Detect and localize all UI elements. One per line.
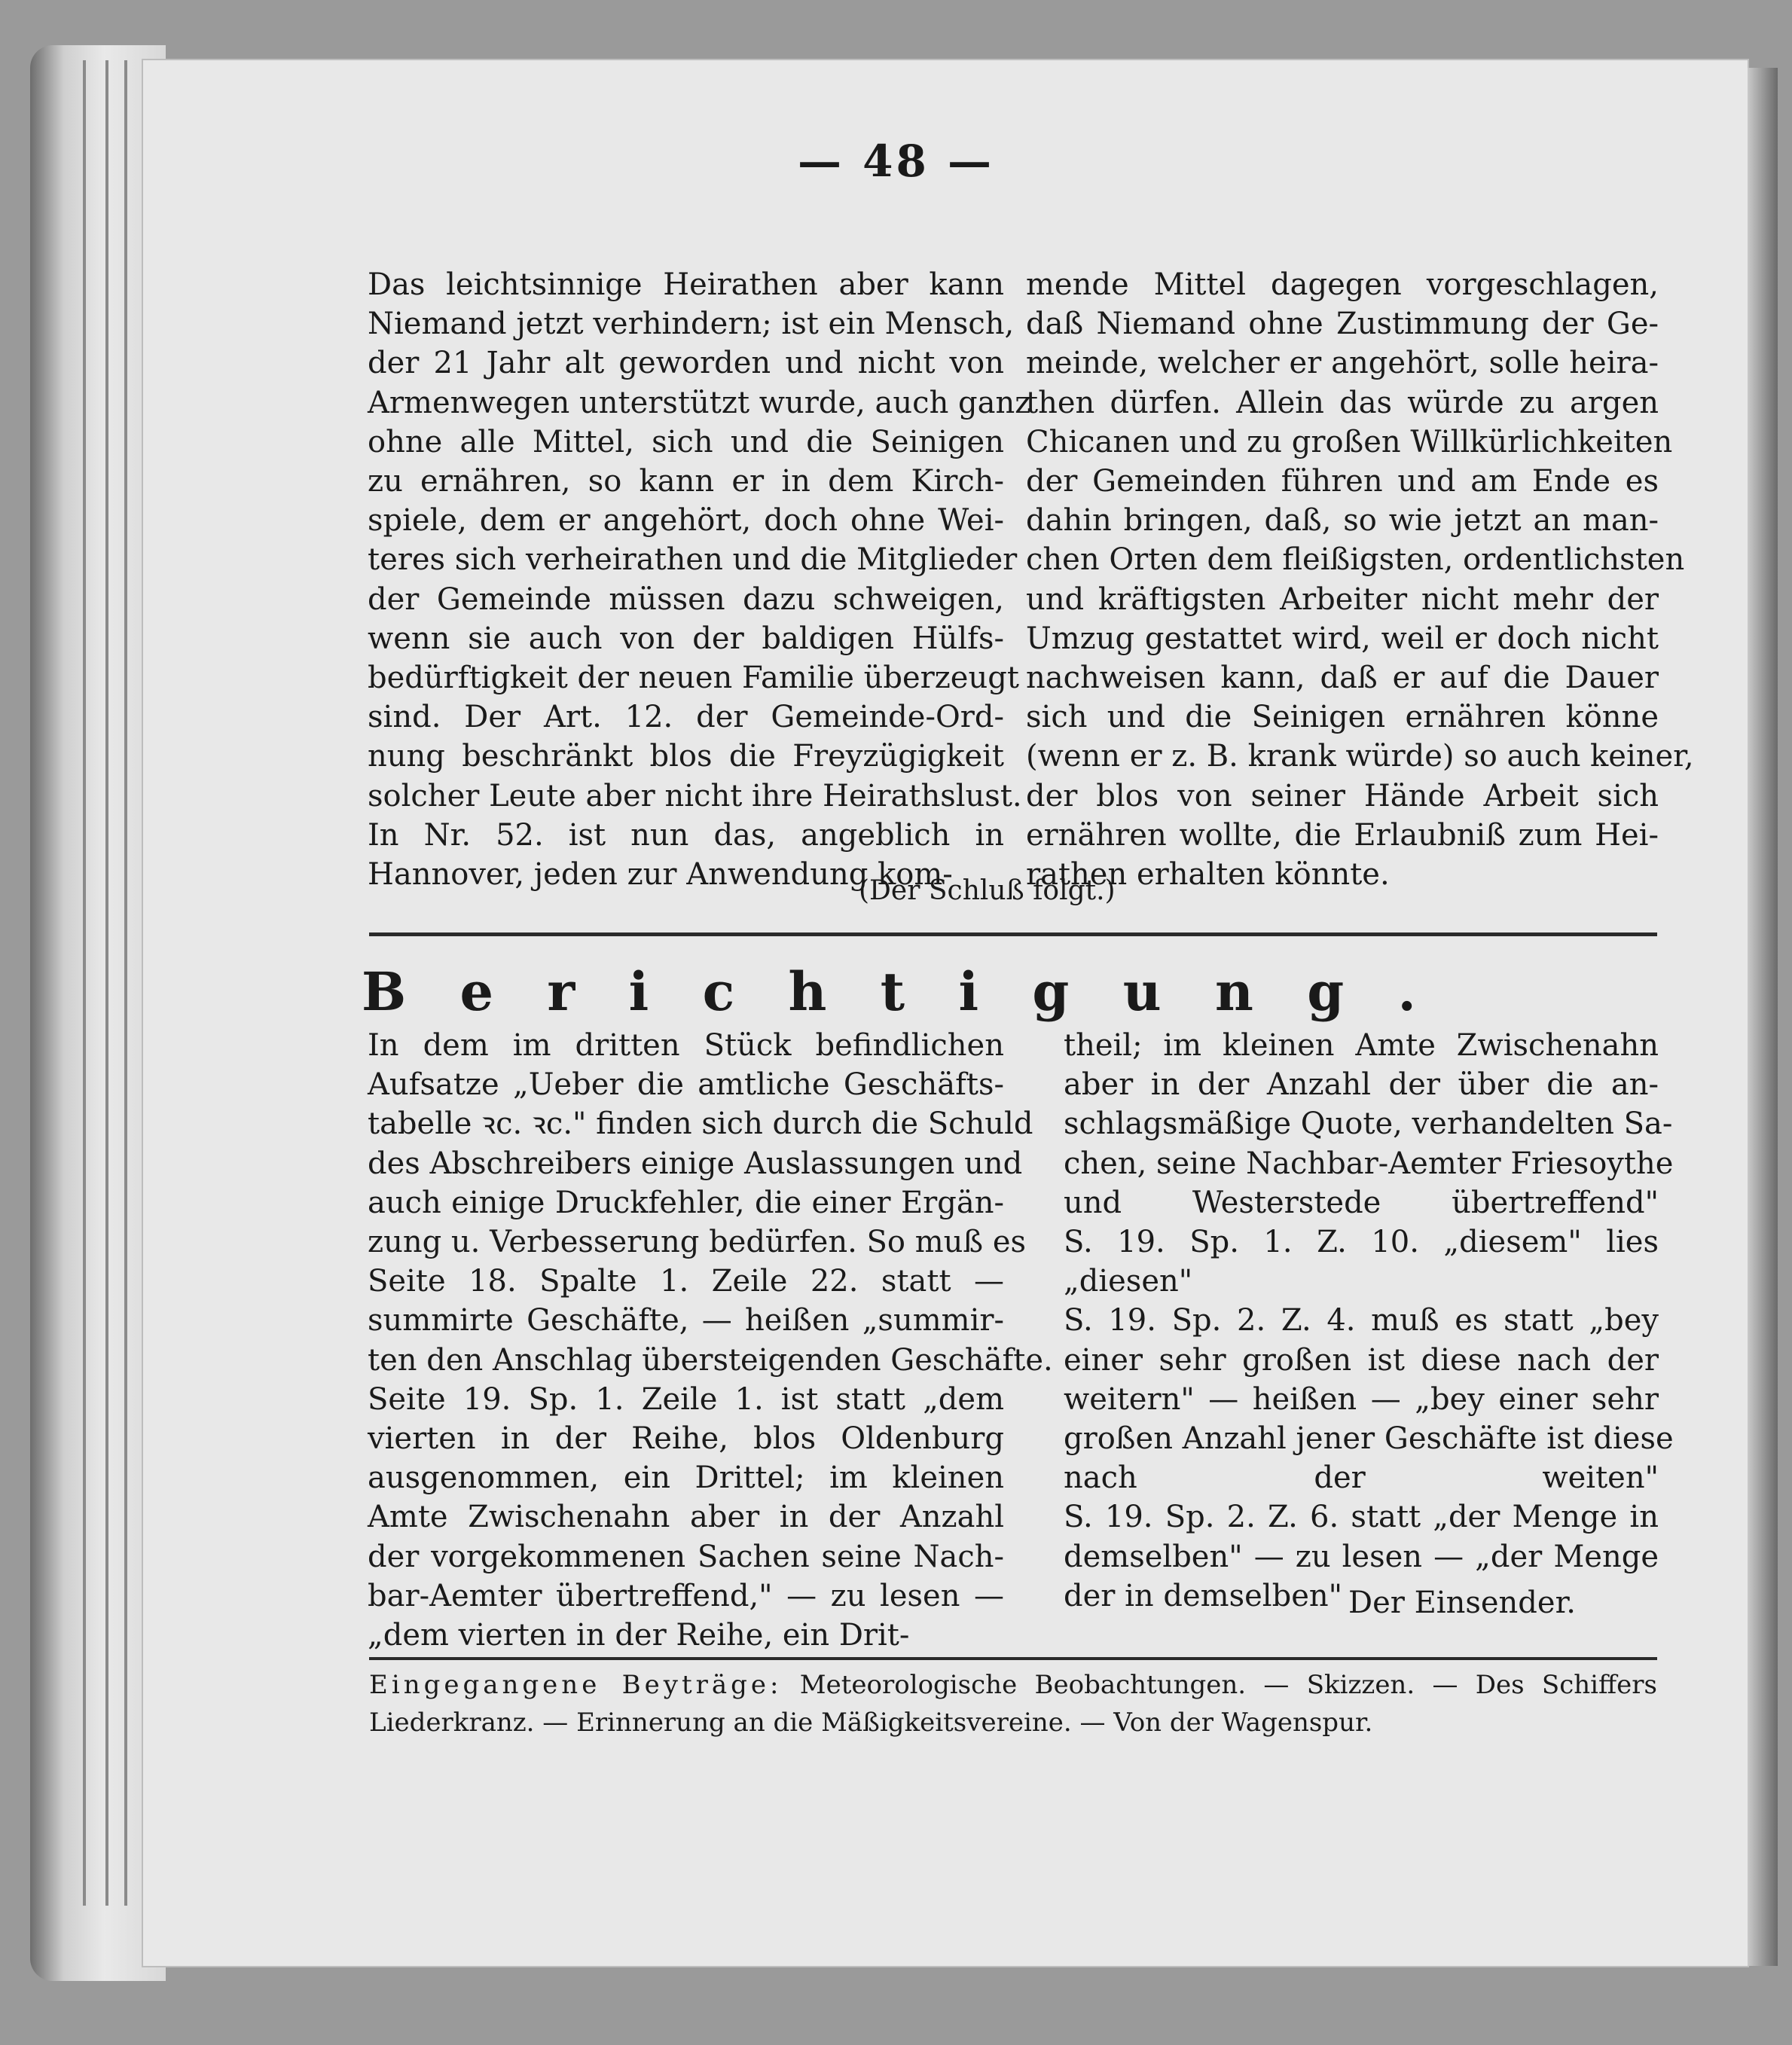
section-heading <box>362 960 1416 1023</box>
heading-letter: e <box>459 960 494 1023</box>
text-line: In dem im dritten Stück befindlichen <box>368 1028 1004 1063</box>
book-right-edge <box>1748 68 1778 1966</box>
text-line: ausgenommen, ein Drittel; im kleinen <box>368 1460 1004 1496</box>
text-line: Amte Zwischenahn aber in der Anzahl <box>368 1500 1004 1535</box>
text-line: sich und die Seinigen ernähren könne <box>1026 700 1659 735</box>
heading-letter: t <box>880 960 905 1023</box>
text-line: Das leichtsinnige Heirathen aber kann <box>368 267 1004 302</box>
text-line: mende Mittel dagegen vorgeschlagen, <box>1026 267 1659 302</box>
text-line: der Gemeinden führen und am Ende es <box>1026 464 1659 499</box>
text-line: solcher Leute aber nicht ihre Heirathslust. <box>368 778 1022 813</box>
right-column-article <box>1026 265 1694 894</box>
text-line: nachweisen kann, daß er auf die Dauer <box>1026 661 1659 696</box>
text-line: Armenwegen unterstützt wurde, auch ganz <box>368 385 1031 420</box>
text-line: sind. Der Art. 12. der Gemeinde-Ord- <box>368 700 1004 735</box>
left-column-correction <box>368 1026 1053 1655</box>
left-column-article <box>368 265 1031 894</box>
text-line: zung u. Verbesserung bedürfen. So muß es <box>368 1225 1027 1260</box>
page-edge-line <box>105 60 108 1906</box>
page-edge-line <box>83 60 86 1906</box>
text-line: weitern" — heißen — „bey einer sehr <box>1064 1381 1659 1417</box>
contributions-list-1: Meteorologische Beobachtungen. — Skizzen. — Des Schiffers <box>799 1670 1657 1700</box>
heading-letter: h <box>788 960 827 1023</box>
text-line: teres sich verheirathen und die Mitglieder <box>368 542 1018 578</box>
text-line: S. 19. Sp. 2. Z. 4. muß es statt „bey <box>1064 1303 1659 1338</box>
text-line: ten den Anschlag übersteigenden Geschäfte. <box>368 1342 1053 1378</box>
contributions-line-2: Liederkranz. — Erinnerung an die Mäßigkeitsvereine. — Von der Wagenspur. <box>369 1708 1373 1738</box>
text-line: tabelle ꝛc. ꝛc." finden sich durch die Schuld <box>368 1106 1033 1142</box>
text-line: auch einige Druckfehler, die einer Ergän- <box>368 1185 1004 1220</box>
heading-letter: g <box>1032 960 1070 1023</box>
text-line: dahin bringen, daß, so wie jetzt an man- <box>1026 503 1659 539</box>
text-line: then dürfen. Allein das würde zu argen <box>1026 385 1659 420</box>
text-line: des Abschreibers einige Auslassungen und <box>368 1146 1023 1181</box>
text-line: chen, seine Nachbar-Aemter Friesoythe <box>1064 1146 1674 1181</box>
text-line: der in demselben" <box>1064 1578 1343 1613</box>
text-line: einer sehr großen ist diese nach der <box>1064 1342 1659 1378</box>
signature: Der Einsender. <box>1348 1586 1577 1620</box>
text-line: der vorgekommenen Sachen seine Nach- <box>368 1539 1004 1574</box>
page-edge-line <box>124 60 127 1906</box>
heading-letter: B <box>362 960 407 1023</box>
text-line: der Gemeinde müssen dazu schweigen, <box>368 581 1004 617</box>
text-line: Aufsatze „Ueber die amtliche Geschäfts- <box>368 1067 1004 1103</box>
text-line: Chicanen und zu großen Willkürlichkeiten <box>1026 424 1673 459</box>
page-number: — 48 — <box>797 136 995 187</box>
heading-letter: g <box>1307 960 1345 1023</box>
text-line: Umzug gestattet wird, weil er doch nicht <box>1026 621 1659 656</box>
text-line: meinde, welcher er angehört, solle heira- <box>1026 346 1659 381</box>
heading-letter: c <box>702 960 735 1023</box>
text-line: Hannover, jeden zur Anwendung kom- <box>368 857 953 893</box>
heading-letter: r <box>547 960 575 1023</box>
heading-letter: . <box>1397 960 1416 1023</box>
text-line: ernähren wollte, die Erlaubniß zum Hei- <box>1026 817 1659 853</box>
text-line: spiele, dem er angehört, doch ohne Wei- <box>368 503 1004 539</box>
text-line: rathen erhalten könnte. <box>1026 857 1390 893</box>
text-line: Seite 18. Spalte 1. Zeile 22. statt — <box>368 1264 1004 1299</box>
text-line: zu ernähren, so kann er in dem Kirch- <box>368 464 1004 499</box>
text-line: bar-Aemter übertreffend," — zu lesen — <box>368 1578 1004 1613</box>
text-line: Niemand jetzt verhindern; ist ein Mensch, <box>368 307 1015 342</box>
text-line: „diesen" <box>1064 1264 1193 1299</box>
heading-letter: i <box>628 960 649 1023</box>
text-line: nung beschränkt blos die Freyzügigkeit <box>368 739 1004 774</box>
text-line: nach der weiten" <box>1064 1460 1659 1496</box>
text-line: summirte Geschäfte, — heißen „summir- <box>368 1303 1004 1338</box>
text-line: vierten in der Reihe, blos Oldenburg <box>368 1421 1004 1457</box>
text-line: „dem vierten in der Reihe, ein Drit- <box>368 1618 910 1653</box>
text-line: S. 19. Sp. 1. Z. 10. „diesem" lies <box>1064 1225 1659 1260</box>
text-line: demselben" — zu lesen — „der Menge <box>1064 1539 1659 1574</box>
text-line: der 21 Jahr alt geworden und nicht von <box>368 346 1004 381</box>
right-column-correction <box>1064 1026 1674 1616</box>
text-line: (wenn er z. B. krank würde) so auch keiner, <box>1026 739 1694 774</box>
text-line: In Nr. 52. ist nun das, angeblich in <box>368 817 1004 853</box>
footer-divider <box>369 1657 1657 1660</box>
heading-letter: u <box>1122 960 1162 1023</box>
text-line: ohne alle Mittel, sich und die Seinigen <box>368 424 1004 459</box>
text-line: schlagsmäßige Quote, verhandelten Sa- <box>1064 1106 1673 1142</box>
contributions-line-1 <box>369 1666 1657 1704</box>
text-line: chen Orten dem fleißigsten, ordentlichsten <box>1026 542 1685 578</box>
text-line: und Westerstede übertreffend" <box>1064 1185 1659 1220</box>
section-divider <box>369 932 1657 936</box>
heading-letter: i <box>958 960 979 1023</box>
text-line: wenn sie auch von der baldigen Hülfs- <box>368 621 1004 656</box>
text-line: der blos von seiner Hände Arbeit sich <box>1026 778 1659 813</box>
text-line: aber in der Anzahl der über die an- <box>1064 1067 1659 1103</box>
text-line: großen Anzahl jener Geschäfte ist diese <box>1064 1421 1674 1457</box>
text-line: theil; im kleinen Amte Zwischenahn <box>1064 1028 1659 1063</box>
heading-letter: n <box>1214 960 1253 1023</box>
continuation-note: (Der Schluß folgt.) <box>859 875 1116 906</box>
text-line: S. 19. Sp. 2. Z. 6. statt „der Menge in <box>1064 1500 1659 1535</box>
text-line: daß Niemand ohne Zustimmung der Ge- <box>1026 307 1659 342</box>
text-line: und kräftigsten Arbeiter nicht mehr der <box>1026 581 1659 617</box>
contributions-label: Eingegangene Beyträge: <box>369 1670 783 1700</box>
text-line: Seite 19. Sp. 1. Zeile 1. ist statt „dem <box>368 1381 1004 1417</box>
text-line: bedürftigkeit der neuen Familie überzeugt <box>368 661 1019 696</box>
